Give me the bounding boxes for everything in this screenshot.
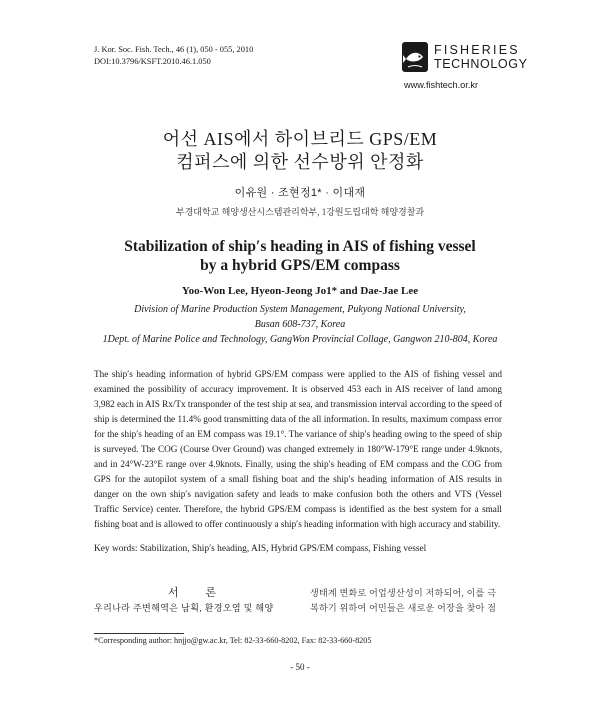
page-number: - 50 -	[290, 662, 310, 672]
section-heading-introduction: 서 론	[167, 587, 228, 599]
journal-logo	[402, 40, 552, 76]
footnote-divider	[94, 633, 184, 634]
english-affiliation-line-1: Division of Marine Production System Management, Pukyong National University,	[134, 304, 466, 315]
korean-affiliation: 부경대학교 해양생산시스템관리학부, 1강원도립대학 해양경찰과	[175, 207, 425, 217]
doi-line: DOI:10.3796/KSFT.2010.46.1.050	[94, 57, 211, 66]
english-affiliation-line-2: Busan 608-737, Korea	[254, 319, 346, 330]
keywords: Key words: Stabilization, Ship′s heading, AIS, Hybrid GPS/EM compass, Fishing vessel	[94, 544, 427, 554]
fish-logo-icon	[402, 42, 428, 72]
website-link[interactable]: www.fishtech.or.kr	[404, 80, 479, 90]
english-title-line-1: Stabilization of ship′s heading in AIS of fishing vessel	[124, 238, 476, 255]
english-authors: Yoo-Won Lee, Hyeon-Jeong Jo1* and Dae-Jae Lee	[181, 285, 419, 297]
journal-citation	[94, 44, 253, 68]
english-title-line-2: by a hybrid GPS/EM compass	[200, 257, 400, 274]
body-right-line-1: 생태계 변화로 어업생산성이 저하되어, 이를 극	[310, 588, 497, 598]
english-affiliation-line-3: 1Dept. of Marine Police and Technology, GangWon Provincial Collage, Gangwon 210-804, Korea	[102, 334, 498, 345]
journal-line: J. Kor. Soc. Fish. Tech., 46 (1), 050 - 055, 2010	[94, 45, 254, 54]
body-left-text: 우리나라 주변해역은 남획, 환경오염 및 해양	[94, 603, 274, 613]
corresponding-author-footnote: *Corresponding author: hnjjo@gw.ac.kr, Tel: 82-33-660-8202, Fax: 82-33-660-8205	[94, 636, 372, 645]
abstract: The ship′s heading information of hybrid GPS/EM compass were applied to the AIS of fishing vessel and examined the possibility of accuracy improvement. It is observed 453 each in AIS receiver of land among 3,982 each in AIS Rx/Tx transponder of the test ship at sea, and transmission interval according to the speed of ship is determined the 11.4% good transmitting data of the all information. In results, maximum compass error for the ship′s heading of an EM compass was 19.1°. The variance of ship′s heading owing to the speed of ship is surveyed. The COG (Course Over Ground) was changed extremely in 180°W-179°E range under 4.9knots, and in 24°W-23°E range over 4.9knots. Finally, using the ship′s heading of EM compass and the COG from GPS for the autopilot system of a small fishing boat and the ship′s heading information of AIS results in danger on the own ship′s navigation safety and leads to make confusion both the others and VTS (Vessel Traffic Service) center. Therefore, the hybrid GPS/EM compass is identified as the best system for a small fishing boat and is allowed to offer continuously a ship′s heading information with high accuracy and stability.	[94, 369, 502, 529]
korean-title-line-1: 어선 AIS에서 하이브리드 GPS/EM	[162, 129, 438, 149]
korean-title-line-2: 컴퍼스에 의한 선수방위 안정화	[176, 152, 424, 172]
body-right-column	[310, 586, 515, 616]
logo-text-technology: TECHNOLOGY	[434, 57, 528, 71]
korean-authors: 이유원 · 조현정1* · 이대재	[234, 187, 366, 199]
body-left-column	[94, 584, 302, 616]
logo-text-fisheries: FISHERIES	[434, 43, 520, 57]
body-right-line-2: 복하기 위하여 어민들은 새로운 어장을 찾아 점	[310, 603, 497, 613]
